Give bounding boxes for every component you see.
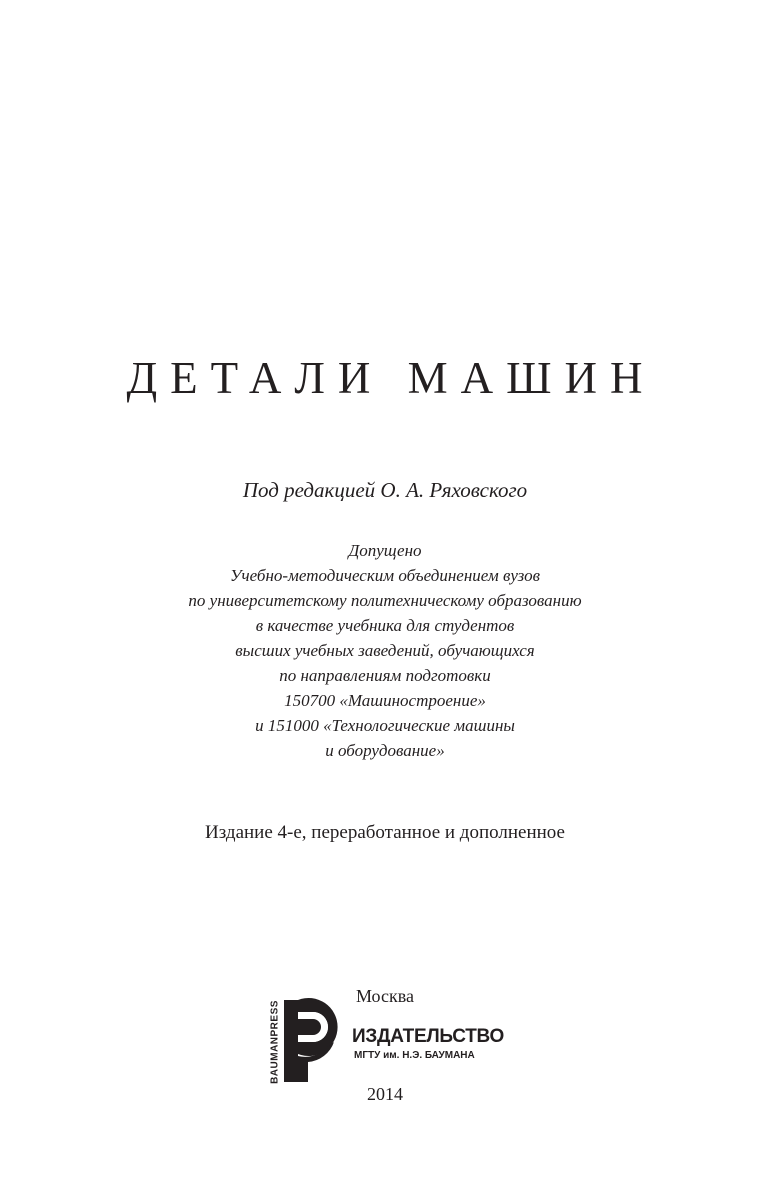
approval-line: в качестве учебника для студентов <box>255 616 515 635</box>
approval-line: и оборудование» <box>325 741 445 760</box>
publisher-side-text <box>268 998 282 1086</box>
publisher-side-label: BAUMANPRESS <box>269 1000 281 1084</box>
book-title: ДЕТАЛИ МАШИН <box>126 353 656 403</box>
publication-city: Москва <box>356 986 414 1006</box>
approval-line: Допущено <box>348 541 422 560</box>
approval-line: Учебно-методическим объединением вузов <box>230 566 540 585</box>
publisher-name: ИЗДАТЕЛЬСТВО <box>352 1026 504 1047</box>
editor-line: Под редакцией О. А. Ряховского <box>242 478 528 502</box>
edition-line: Издание 4-е, переработанное и дополненное <box>205 822 565 843</box>
publisher-subtitle: МГТУ им. Н.Э. БАУМАНА <box>354 1050 475 1061</box>
approval-line: 150700 «Машиностроение» <box>284 691 486 710</box>
approval-line: и 151000 «Технологические машины <box>255 716 515 735</box>
approval-line: по университетскому политехническому образованию <box>188 591 582 610</box>
publisher-logo <box>268 996 508 1086</box>
approval-line: по направлениям подготовки <box>279 666 491 685</box>
approval-line: высших учебных заведений, обучающихся <box>235 641 535 660</box>
approval-statement <box>0 538 770 763</box>
publication-year: 2014 <box>367 1084 403 1104</box>
